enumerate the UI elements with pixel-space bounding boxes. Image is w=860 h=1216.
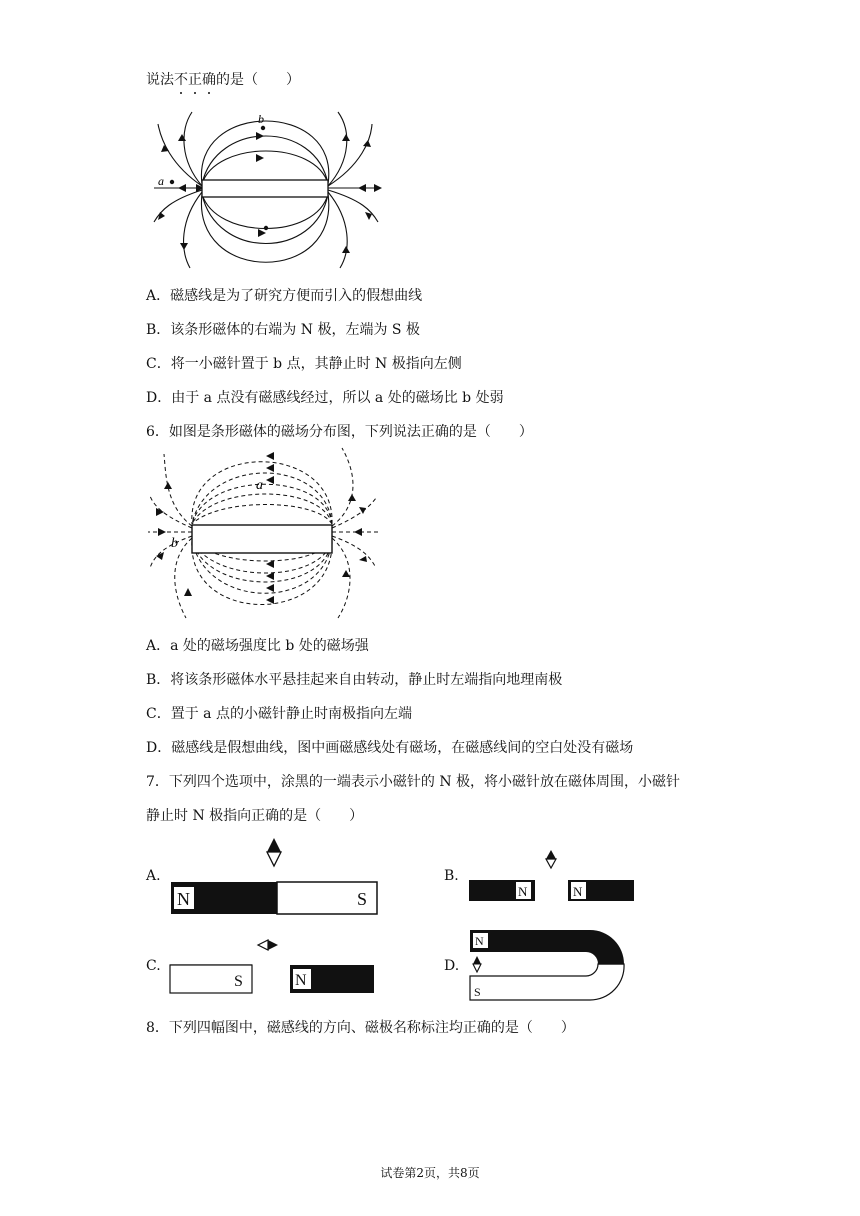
- q5-option-a: A．磁感线是为了研究方便而引入的假想曲线: [146, 288, 423, 304]
- q6-option-a: A．a 处的磁场强度比 b 处的磁场强: [146, 638, 369, 654]
- page-footer: 试卷第2页，共8页: [380, 1166, 480, 1180]
- pole-n-label: N: [475, 934, 484, 948]
- compass-needle-n: [267, 838, 281, 852]
- q7-option-a-figure: [168, 834, 382, 918]
- q5-magnet-figure: [146, 110, 386, 270]
- q5-stem-emphasis: 不正确: [174, 72, 216, 88]
- q6-option-b: B．将该条形磁体水平悬挂起来自由转动，静止时左端指向地理南极: [146, 672, 563, 688]
- compass-needle-s: [267, 852, 281, 866]
- q5-option-c: C．将一小磁针置于 b 点，其静止时 N 极指向左侧: [146, 356, 462, 372]
- q7-option-c-figure: [168, 934, 380, 998]
- q5-stem-part: 说法: [146, 72, 174, 88]
- q7-option-d-label: D.: [444, 958, 460, 974]
- q7-option-a-label: A.: [146, 868, 161, 884]
- q7-option-b-label: B.: [444, 868, 459, 884]
- pole-s-label: S: [234, 973, 243, 990]
- q5-stem-part: 的是（ ）: [216, 72, 300, 88]
- q7-option-b-figure: [466, 846, 638, 906]
- q6-point-a-label: a: [256, 478, 263, 493]
- q7-stem-line1: 7．下列四个选项中，涂黑的一端表示小磁针的 N 极，将小磁针放在磁体周围，小磁针: [146, 774, 681, 790]
- q7-option-d-figure: [466, 926, 630, 1006]
- pole-s-label: S: [474, 985, 481, 999]
- q6-magnet-figure: [146, 446, 386, 626]
- pole-n-label: N: [573, 884, 583, 899]
- q6-point-b-label: b: [171, 536, 178, 551]
- pole-n-label: N: [518, 884, 528, 899]
- q5-stem: [146, 70, 300, 90]
- q8-stem: 8．下列四幅图中，磁感线的方向、磁极名称标注均正确的是（ ）: [146, 1020, 575, 1036]
- pole-s-label: S: [357, 889, 368, 909]
- q6-option-c: C．置于 a 点的小磁针静止时南极指向左端: [146, 706, 412, 722]
- pole-n-label: N: [295, 972, 307, 989]
- q5-option-d: D．由于 a 点没有磁感线经过，所以 a 处的磁场比 b 处弱: [146, 390, 504, 406]
- q6-option-d: D．磁感线是假想曲线，图中画磁感线处有磁场，在磁感线间的空白处没有磁场: [146, 740, 634, 756]
- q7-option-c-label: C.: [146, 958, 161, 974]
- q5-option-b: B．该条形磁体的右端为 N 极，左端为 S 极: [146, 322, 420, 338]
- q6-stem: 6．如图是条形磁体的磁场分布图，下列说法正确的是（ ）: [146, 424, 533, 440]
- q7-stem-line2: 静止时 N 极指向正确的是（ ）: [146, 808, 364, 824]
- q5-point-a-label: a: [158, 174, 164, 188]
- pole-n-label: N: [177, 889, 190, 909]
- q5-point-b-label: b: [258, 112, 264, 126]
